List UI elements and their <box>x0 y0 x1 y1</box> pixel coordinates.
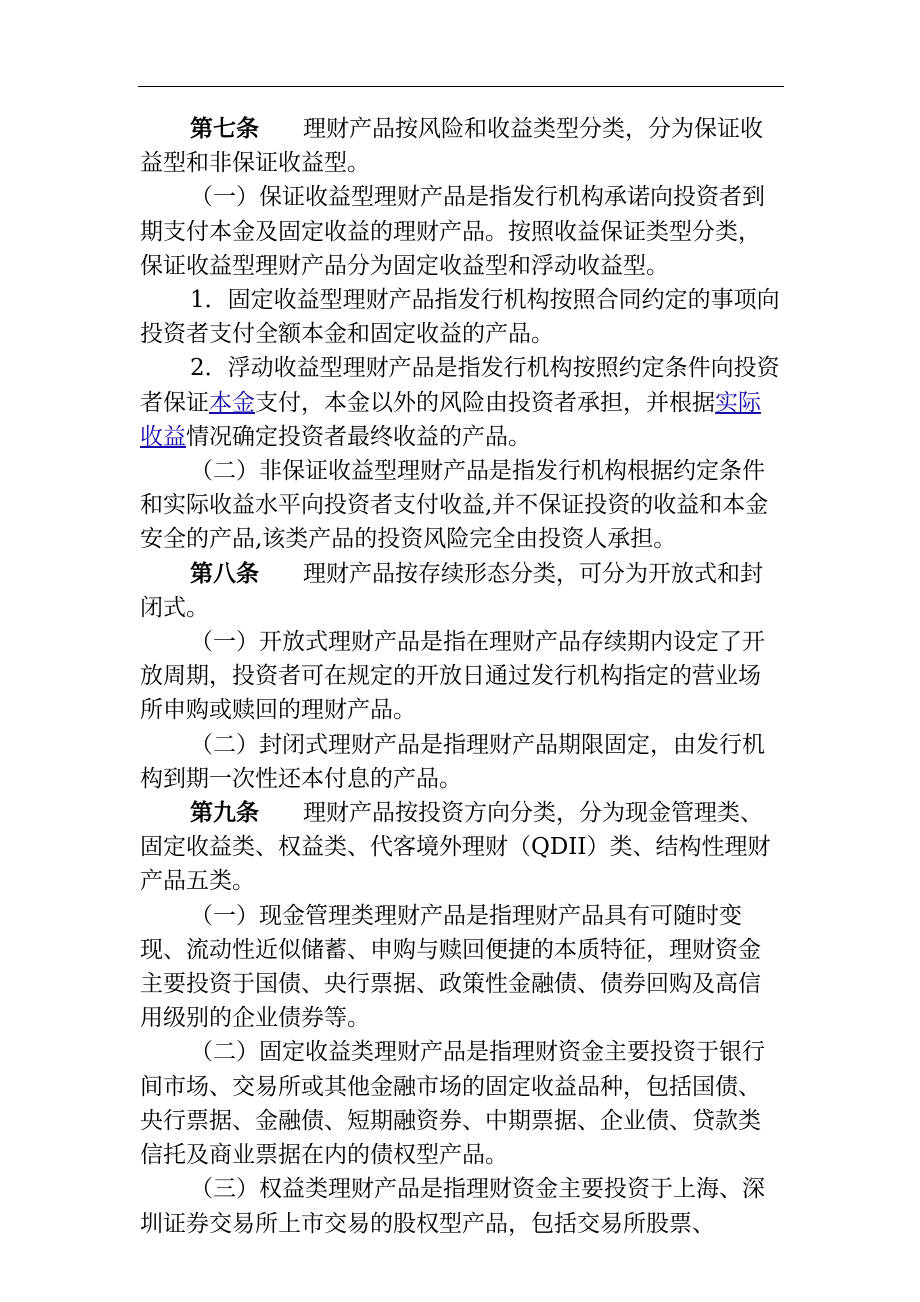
article-9-heading: 第九条 <box>190 799 259 827</box>
article-9-text: 理财产品按投资方向分类，分为现金管理类、固定收益类、权益类、代客境外理财（QDII）类、结构性理财产品五类。 <box>140 800 771 895</box>
floating-text-before: 2．浮动收益型理财产品是指发行机构按照约定条件向投资者保证 <box>140 355 780 416</box>
principal-link[interactable]: 本金 <box>209 389 255 416</box>
article-9-paragraph <box>140 796 782 899</box>
actual-return-link[interactable]: 实际收益 <box>140 389 761 450</box>
article-8-text: 理财产品按存续形态分类，可分为开放式和封闭式。 <box>140 560 763 621</box>
guaranteed-return-paragraph: （一）保证收益型理财产品是指发行机构承诺向投资者到期支付本金及固定收益的理财产品。按照收益保证类型分类，保证收益型理财产品分为固定收益型和浮动收益型。 <box>140 184 765 279</box>
closed-ended-paragraph: （二）封闭式理财产品是指理财产品期限固定，由发行机构到期一次性还本付息的产品。 <box>140 731 765 792</box>
fixed-return-paragraph: 1．固定收益型理财产品指发行机构按照合同约定的事项向投资者支付全额本金和固定收益的产品。 <box>140 287 780 348</box>
article-8-heading: 第八条 <box>190 559 259 587</box>
floating-return-paragraph <box>140 351 782 454</box>
fixed-income-paragraph: （二）固定收益类理财产品是指理财资金主要投资于银行间市场、交易所或其他金融市场的固定收益品种，包括国债、央行票据、金融债、短期融资券、中期票据、企业债、贷款类信托及商业票据在内的债权型产品。 <box>140 1039 765 1169</box>
non-guaranteed-paragraph: （二）非保证收益型理财产品是指发行机构根据约定条件和实际收益水平向投资者支付收益,并不保证投资的收益和本金安全的产品,该类产品的投资风险完全由投资人承担。 <box>140 458 769 553</box>
floating-text-middle: 支付，本金以外的风险由投资者承担，并根据 <box>255 389 715 416</box>
floating-text-after: 情况确定投资者最终收益的产品。 <box>186 423 531 450</box>
document-body <box>140 112 782 1241</box>
equity-paragraph: （三）权益类理财产品是指理财资金主要投资于上海、深圳证券交易所上市交易的股权型产品，包括交易所股票、 <box>140 1176 765 1237</box>
article-8-paragraph <box>140 557 782 625</box>
header-rule <box>138 86 784 87</box>
article-7-heading: 第七条 <box>190 115 259 142</box>
open-ended-paragraph: （一）开放式理财产品是指在理财产品存续期内设定了开放周期，投资者可在规定的开放日通过发行机构指定的营业场所申购或赎回的理财产品。 <box>140 629 765 724</box>
article-7-paragraph <box>140 112 782 180</box>
cash-management-paragraph: （一）现金管理类理财产品是指理财产品具有可随时变现、流动性近似储蓄、申购与赎回便捷的本质特征，理财资金主要投资于国债、央行票据、政策性金融债、债券回购及高信用级别的企业债券等。 <box>140 902 761 1032</box>
article-7-text: 理财产品按风险和收益类型分类，分为保证收益型和非保证收益型。 <box>140 116 763 177</box>
